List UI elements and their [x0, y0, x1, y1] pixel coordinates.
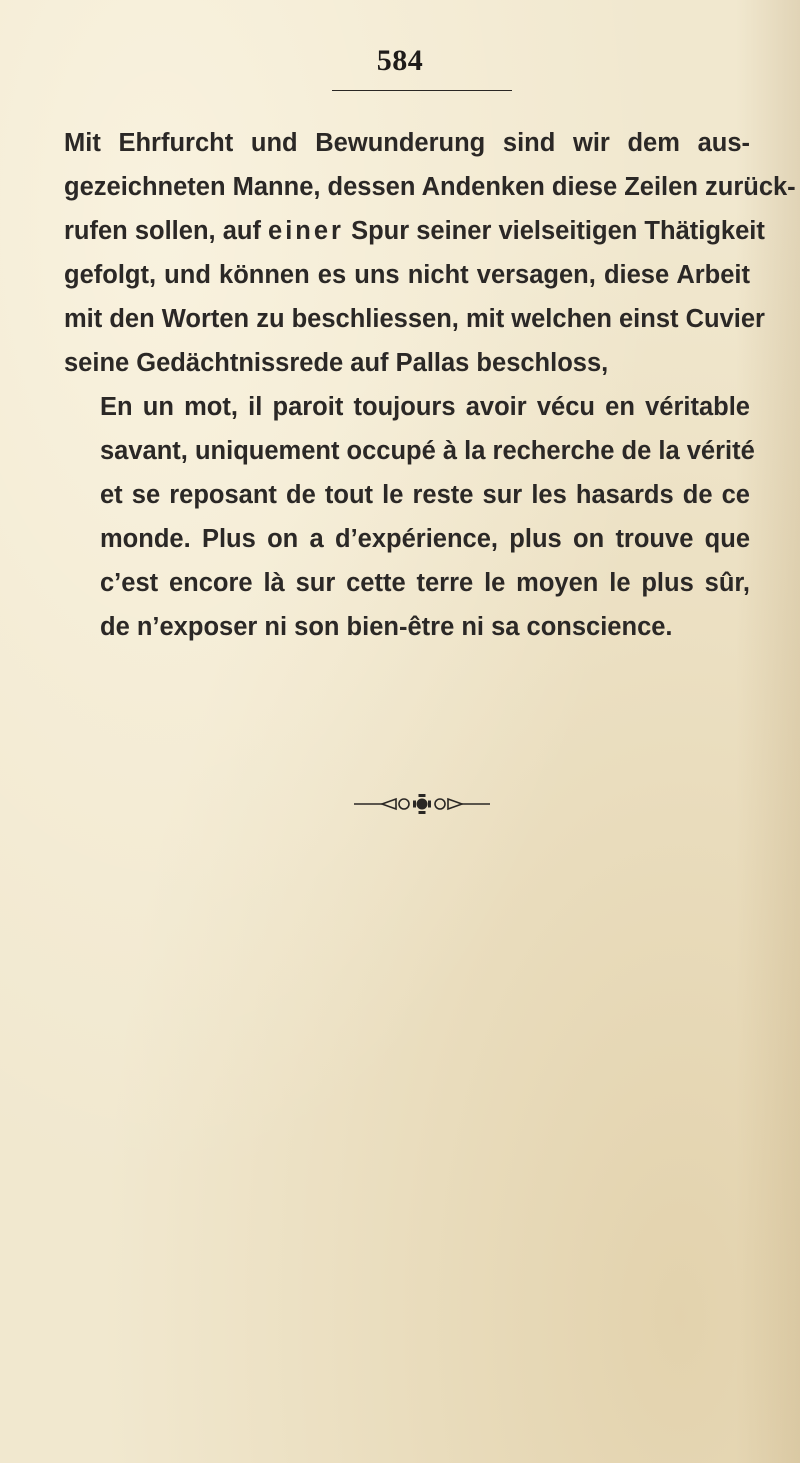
french-quote-line-2: savant, uniquement occupé à la recherche de la vérité [100, 437, 755, 465]
german-line-6: seine Gedächtnissrede auf Pallas beschloss, [64, 349, 609, 377]
french-quote-line-5: c’est encore là sur cette terre le moyen le plus sûr, [100, 569, 750, 597]
french-quote-line-6: de n’exposer ni son bien-être ni sa conscience. [100, 613, 673, 641]
german-line-3-pre: rufen sollen, auf [64, 217, 269, 245]
german-line-2: gezeichneten Manne, dessen Andenken diese Zeilen zurück- [64, 173, 796, 201]
french-quote-line-3: et se reposant de tout le reste sur les hasards de ce [100, 481, 750, 509]
german-line-5: mit den Worten zu beschliessen, mit welchen einst Cuvier [64, 305, 765, 333]
french-quote-line-1: En un mot, il paroit toujours avoir vécu en véritable [100, 393, 750, 421]
german-line-1: Mit Ehrfurcht und Bewunderung sind wir dem aus- [64, 129, 750, 157]
german-line-3-emphasis: einer [268, 217, 344, 245]
german-line-3 [64, 209, 765, 253]
fleuron-divider-icon [352, 792, 492, 816]
german-line-4: gefolgt, und können es uns nicht versagen, diese Arbeit [64, 261, 750, 289]
french-quote-line-4: monde. Plus on a d’expérience, plus on trouve que [100, 525, 750, 553]
header-rule [332, 90, 512, 91]
page-number: 584 [376, 44, 424, 77]
german-line-3-post: Spur seiner vielseitigen Thätigkeit [343, 217, 765, 245]
body-text [64, 121, 796, 649]
